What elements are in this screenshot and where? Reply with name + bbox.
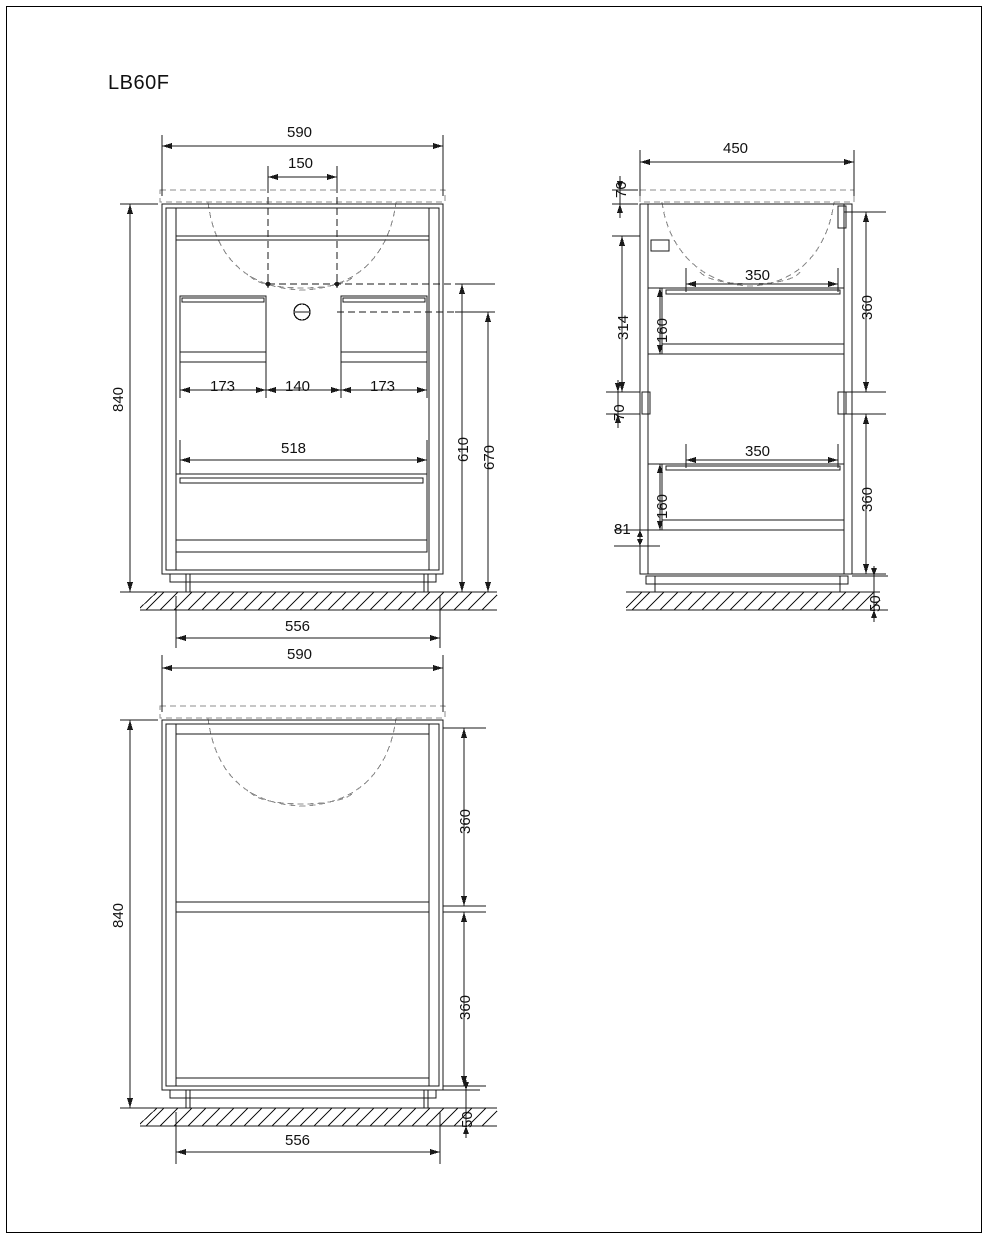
- dim-side-plinth: 50: [867, 595, 884, 612]
- dim-side-module-bottom: 360: [859, 486, 876, 512]
- dim-tap-offset: 150: [288, 155, 314, 172]
- dim-face-top: 360: [457, 808, 474, 834]
- dim-side-top-offset: 70: [613, 181, 630, 198]
- dim-side-lower-clear: 81: [614, 521, 631, 538]
- dim-drawer-height-bottom: 160: [654, 493, 671, 519]
- dim-front-base-width: 556: [285, 618, 311, 635]
- page-title: LB60F: [108, 72, 170, 94]
- dim-drawer-right-width: 173: [370, 378, 396, 395]
- dim-lower-drawer-width: 518: [281, 440, 307, 457]
- dim-front-width: 590: [287, 124, 313, 141]
- dim-closed-plinth: 50: [459, 1111, 476, 1128]
- dim-drawer-depth-bottom: 350: [745, 443, 771, 460]
- dim-closed-base-width: 556: [285, 1132, 311, 1149]
- dim-inner-height-670: 670: [481, 444, 498, 470]
- dim-side-depth: 450: [723, 140, 749, 157]
- dim-closed-height: 840: [110, 902, 127, 928]
- dim-drawer-left-width: 173: [210, 378, 236, 395]
- dim-drawer-depth-top: 350: [745, 267, 771, 284]
- dim-side-module-top: 360: [859, 294, 876, 320]
- dim-face-bottom: 360: [457, 994, 474, 1020]
- dim-drawer-height-top: 160: [654, 317, 671, 343]
- dim-side-mid-offset: 70: [611, 404, 628, 421]
- dim-front-height: 840: [110, 386, 127, 412]
- dim-inner-height-610: 610: [455, 436, 472, 462]
- dim-closed-width: 590: [287, 646, 313, 663]
- dim-drawer-gap: 140: [285, 378, 311, 395]
- dim-side-upper-clear: 314: [615, 314, 632, 340]
